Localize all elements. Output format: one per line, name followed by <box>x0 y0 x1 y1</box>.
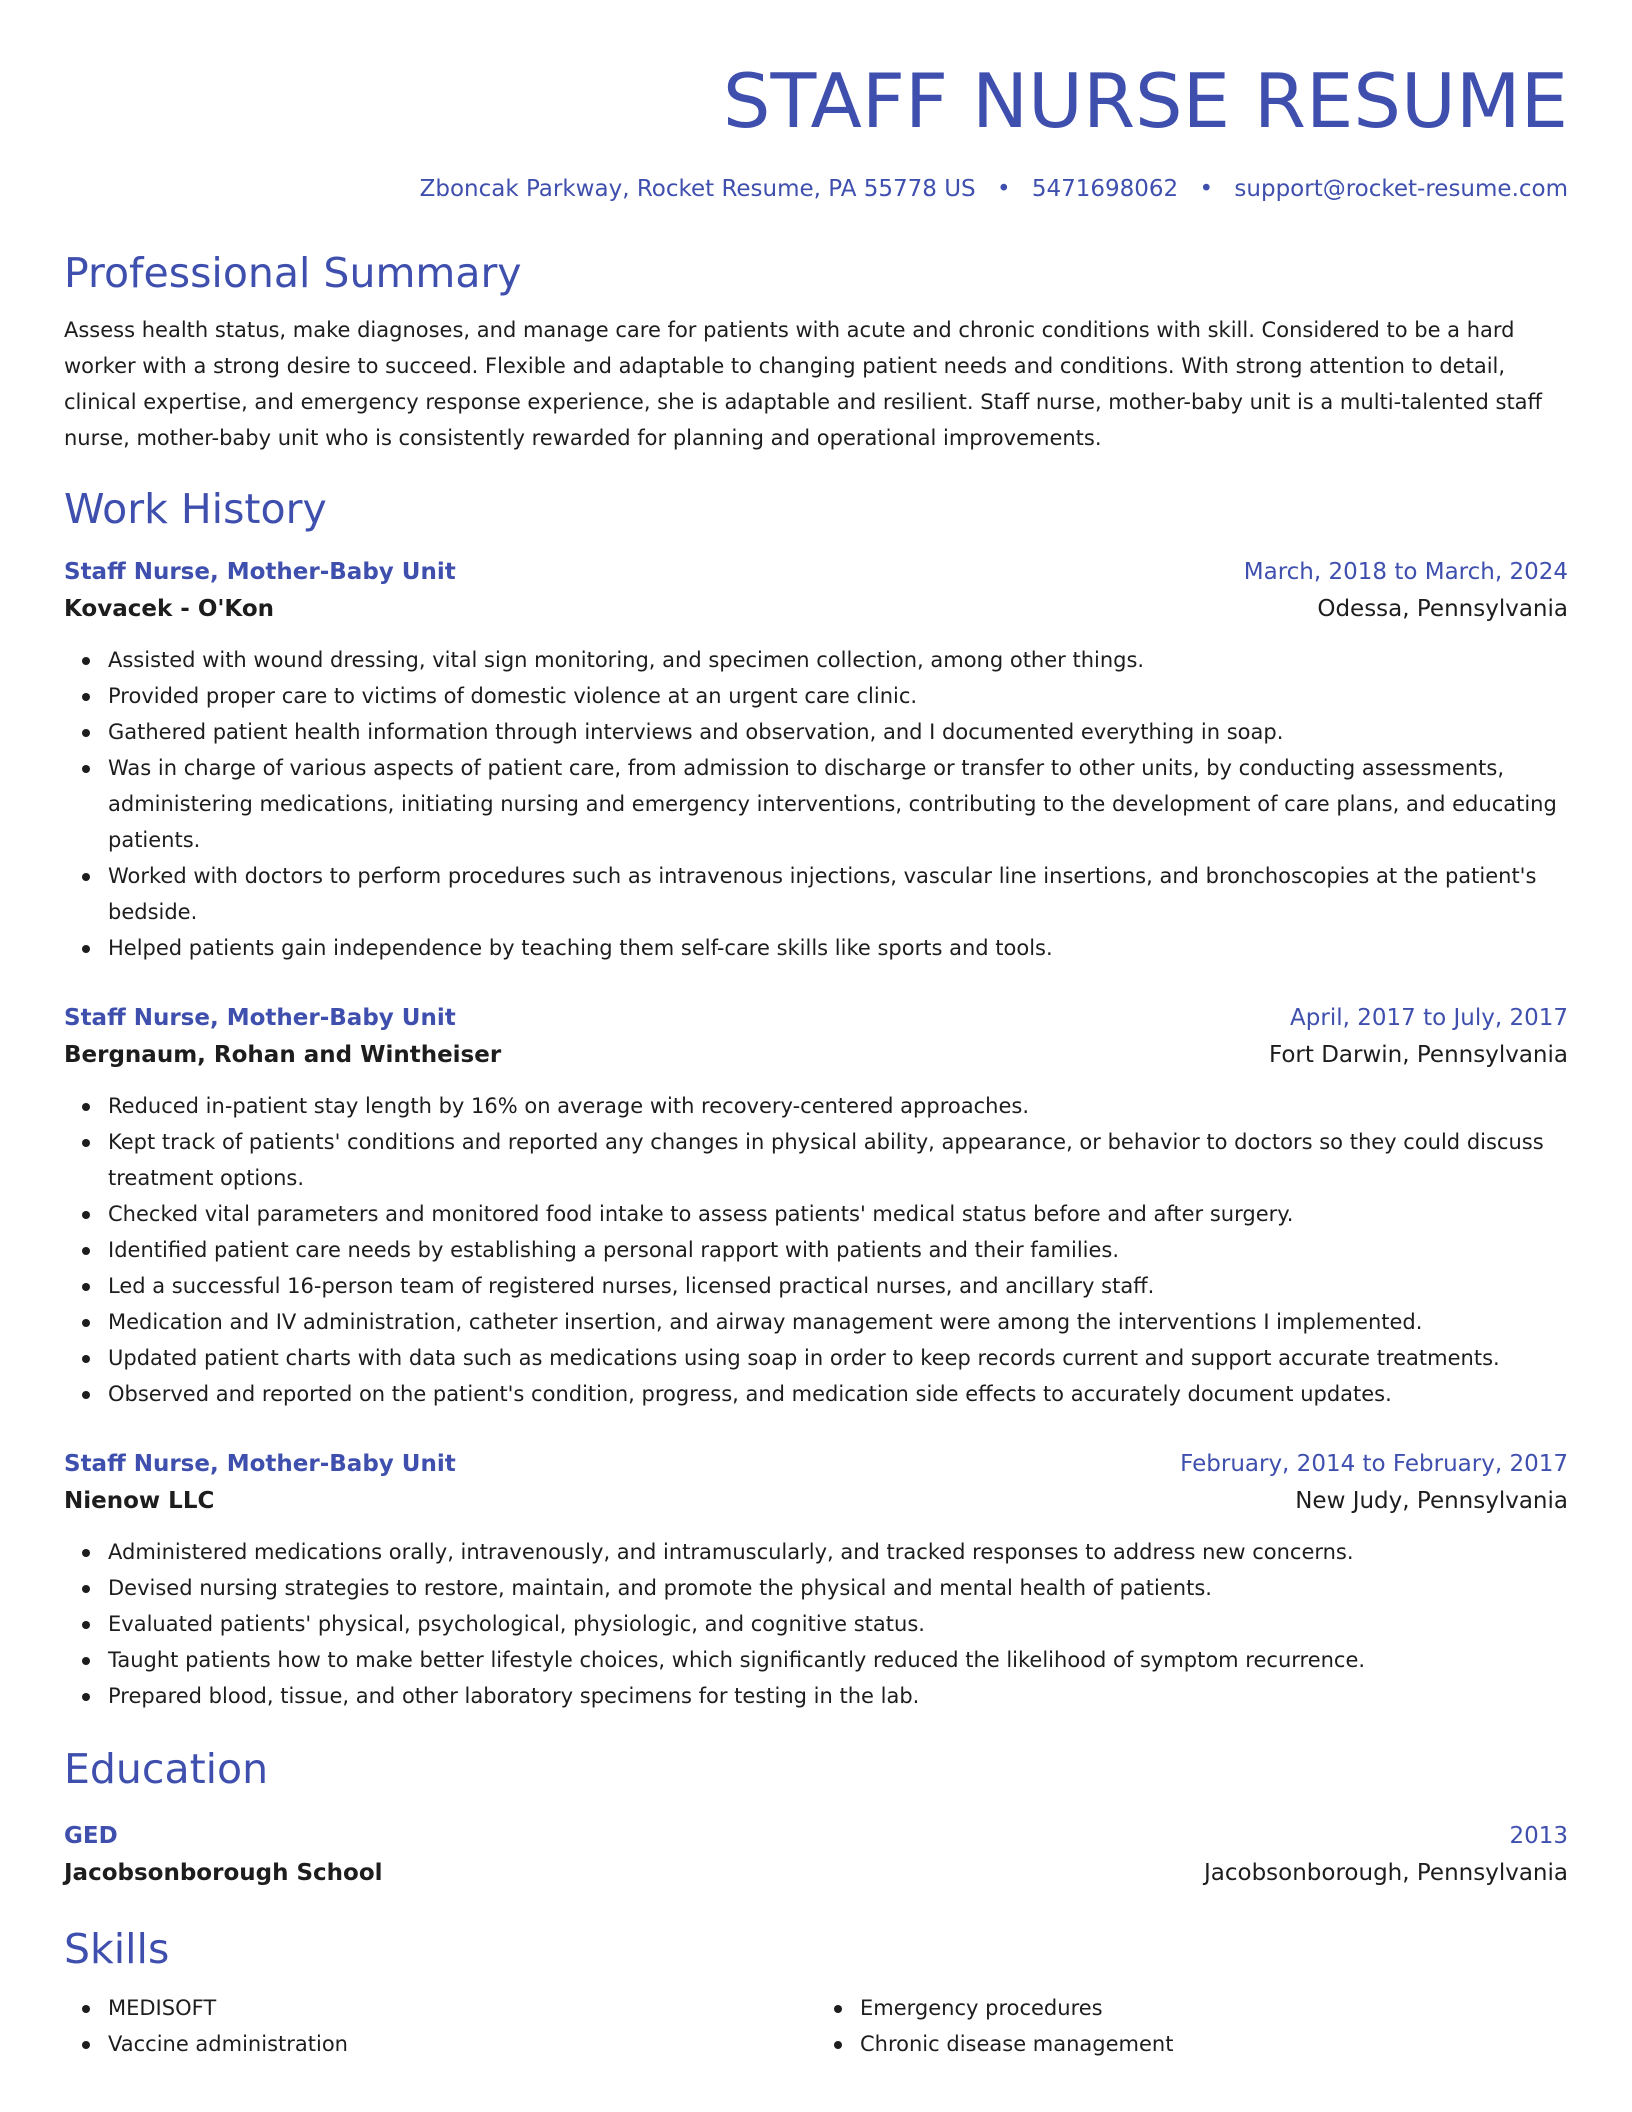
contact-separator: • <box>1199 176 1214 202</box>
skill-item: Chronic disease management <box>860 2026 1568 2062</box>
job-bullets <box>64 1088 1568 1412</box>
summary-text: Assess health status, make diagnoses, and manage care for patients with acute and chronic conditions with skill. Considered to be a hard worker with a strong desire to succeed. Flexible and adaptable to changing patient needs and conditions. With strong attention to detail, clinical expertise, and emergency response experience, she is adaptable and resilient. Staff nurse, mother-baby unit is a multi-talented staff nurse, mother-baby unit who is consistently rewarded for planning and operational improvements. <box>64 318 1543 450</box>
job-entry <box>64 1000 1568 1412</box>
job-location: Fort Darwin, Pennsylvania <box>1268 1042 1568 1068</box>
education-year: 2013 <box>1509 1823 1568 1849</box>
skills-heading: Skills <box>64 1925 170 1973</box>
skills-column-right <box>816 1990 1568 2062</box>
contact-address: Zboncak Parkway, Rocket Resume, PA 55778 US <box>419 176 976 202</box>
job-bullet: Prepared blood, tissue, and other laboratory specimens for testing in the lab. <box>108 1678 1568 1714</box>
work-history-heading: Work History <box>64 485 327 533</box>
job-bullet: Administered medications orally, intravenously, and intramuscularly, and tracked responses to address new concerns. <box>108 1534 1568 1570</box>
skill-item: Vaccine administration <box>108 2026 816 2062</box>
job-bullet: Reduced in-patient stay length by 16% on average with recovery-centered approaches. <box>108 1088 1568 1124</box>
job-bullet: Provided proper care to victims of domestic violence at an urgent care clinic. <box>108 678 1568 714</box>
contact-email: support@rocket-resume.com <box>1234 176 1568 202</box>
summary-heading: Professional Summary <box>64 249 522 297</box>
job-entry <box>64 554 1568 966</box>
contact-phone: 5471698062 <box>1031 176 1179 202</box>
education-heading: Education <box>64 1745 269 1793</box>
job-bullet: Updated patient charts with data such as medications using soap in order to keep records current and support accurate treatments. <box>108 1340 1568 1376</box>
job-dates: February, 2014 to February, 2017 <box>1180 1451 1568 1477</box>
resume-page <box>64 56 1568 2062</box>
education-location: Jacobsonborough, Pennsylvania <box>1203 1860 1568 1886</box>
job-entry <box>64 1446 1568 1714</box>
job-bullet: Helped patients gain independence by teaching them self-care skills like sports and tools. <box>108 930 1568 966</box>
skill-item: MEDISOFT <box>108 1990 816 2026</box>
skills-list <box>64 1990 1568 2062</box>
job-dates: March, 2018 to March, 2024 <box>1243 559 1568 585</box>
job-location: Odessa, Pennsylvania <box>1317 596 1568 622</box>
job-bullet: Was in charge of various aspects of patient care, from admission to discharge or transfer to other units, by conducting assessments, administering medications, initiating nursing and emergency interventions, contributing to the development of care plans, and educating patients. <box>108 750 1568 858</box>
job-company: Bergnaum, Rohan and Wintheiser <box>64 1042 502 1068</box>
job-bullet: Observed and reported on the patient's condition, progress, and medication side effects to accurately document updates. <box>108 1376 1568 1412</box>
job-company: Nienow LLC <box>64 1488 215 1514</box>
job-bullet: Evaluated patients' physical, psychological, physiologic, and cognitive status. <box>108 1606 1568 1642</box>
contact-separator: • <box>996 176 1011 202</box>
job-bullet: Devised nursing strategies to restore, maintain, and promote the physical and mental health of patients. <box>108 1570 1568 1606</box>
skills-column-left <box>64 1990 816 2062</box>
job-title: Staff Nurse, Mother-Baby Unit <box>64 559 456 585</box>
skill-item: Emergency procedures <box>860 1990 1568 2026</box>
education-degree: GED <box>64 1823 118 1849</box>
job-bullet: Assisted with wound dressing, vital sign monitoring, and specimen collection, among other things. <box>108 642 1568 678</box>
education-entry <box>64 1818 1568 1892</box>
job-title: Staff Nurse, Mother-Baby Unit <box>64 1005 456 1031</box>
job-bullet: Medication and IV administration, catheter insertion, and airway management were among the interventions I implemented. <box>108 1304 1568 1340</box>
job-title: Staff Nurse, Mother-Baby Unit <box>64 1451 456 1477</box>
contact-line <box>64 174 1568 204</box>
job-bullet: Identified patient care needs by establishing a personal rapport with patients and their families. <box>108 1232 1568 1268</box>
job-bullet: Worked with doctors to perform procedures such as intravenous injections, vascular line insertions, and bronchoscopies at the patient's bedside. <box>108 858 1568 930</box>
job-bullet: Kept track of patients' conditions and reported any changes in physical ability, appearance, or behavior to doctors so they could discuss treatment options. <box>108 1124 1568 1196</box>
job-bullet: Gathered patient health information through interviews and observation, and I documented everything in soap. <box>108 714 1568 750</box>
job-bullet: Taught patients how to make better lifestyle choices, which significantly reduced the likelihood of symptom recurrence. <box>108 1642 1568 1678</box>
resume-name: STAFF NURSE RESUME <box>722 57 1568 145</box>
job-location: New Judy, Pennsylvania <box>1295 1488 1568 1514</box>
job-bullets <box>64 642 1568 966</box>
education-school: Jacobsonborough School <box>64 1860 383 1886</box>
job-bullet: Led a successful 16-person team of registered nurses, licensed practical nurses, and ancillary staff. <box>108 1268 1568 1304</box>
job-bullets <box>64 1534 1568 1714</box>
job-bullet: Checked vital parameters and monitored food intake to assess patients' medical status before and after surgery. <box>108 1196 1568 1232</box>
job-dates: April, 2017 to July, 2017 <box>1290 1005 1568 1031</box>
job-company: Kovacek - O'Kon <box>64 596 275 622</box>
